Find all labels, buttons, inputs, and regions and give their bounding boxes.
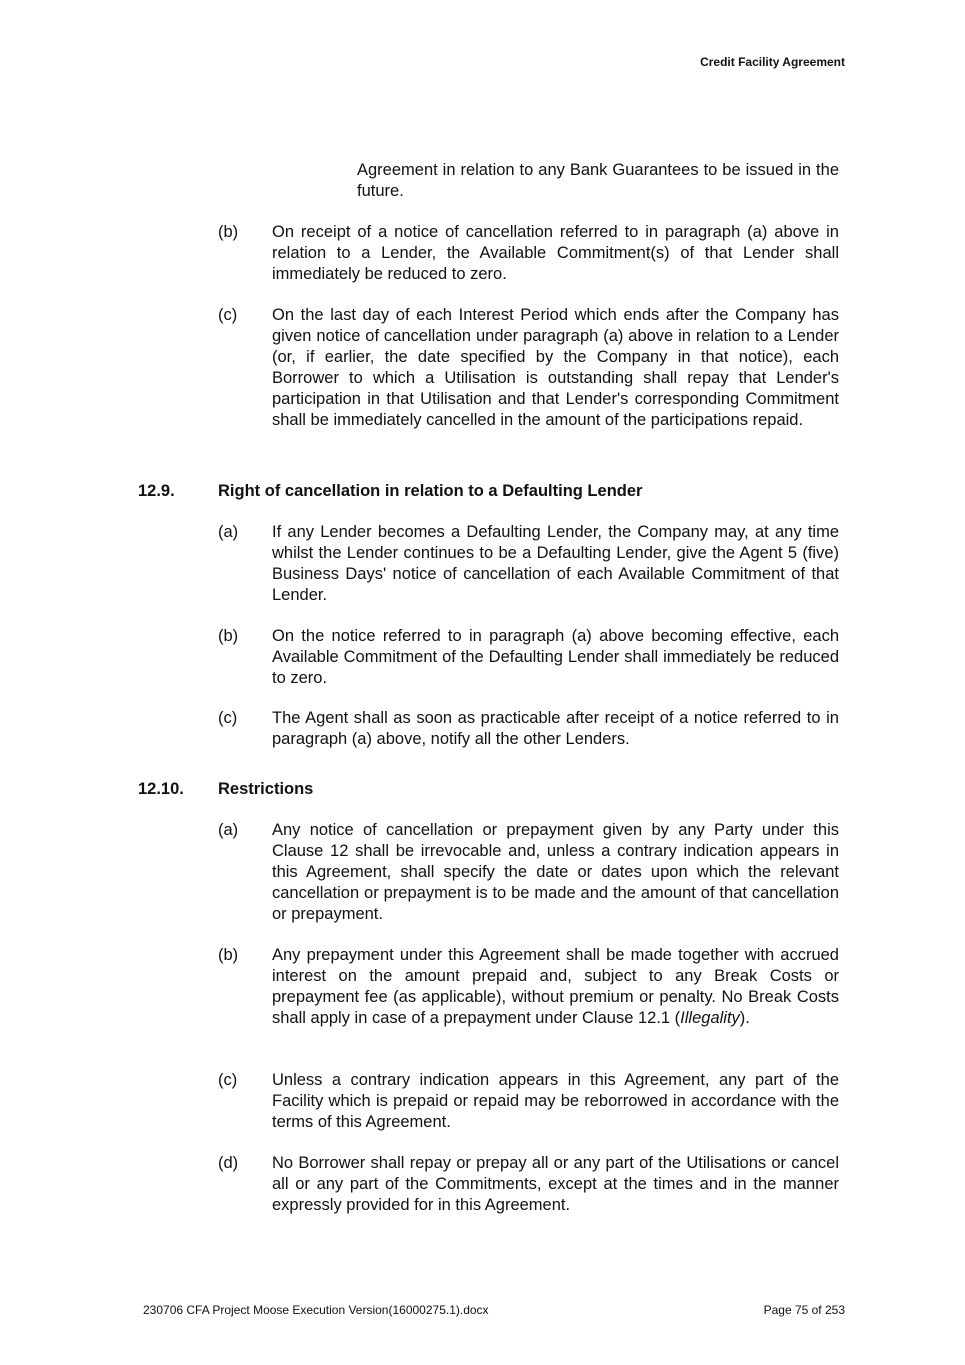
- paragraph-12-10-b: [218, 945, 839, 1029]
- paragraph-12-9-b: [218, 626, 839, 689]
- paragraph-12-10-d: [218, 1153, 839, 1216]
- paragraph-label: (c): [218, 306, 238, 324]
- illegality-italic: Illegality: [680, 1009, 740, 1027]
- running-header: Credit Facility Agreement: [700, 55, 845, 69]
- text-after: ).: [739, 1009, 750, 1027]
- paragraph-text: On the notice referred to in paragraph (a) above becoming effective, each Available Commitment of the Defaulting Lender shall immediately be reduced to zero.: [272, 627, 839, 687]
- section-title: Restrictions: [218, 780, 314, 798]
- paragraph-label: (c): [218, 1071, 238, 1089]
- paragraph-label: (b): [218, 946, 239, 964]
- paragraph-12-10-c: [218, 1070, 839, 1133]
- section-number: 12.9.: [138, 482, 175, 500]
- continuation-text: Agreement in relation to any Bank Guarantees to be issued in the future.: [357, 161, 839, 200]
- paragraph-b-top: [218, 222, 839, 285]
- paragraph-label: (a): [218, 821, 239, 839]
- paragraph-text: On the last day of each Interest Period which ends after the Company has given notice of cancellation under paragraph (a) above in relation to a Lender (or, if earlier, the date specified by the Company in that notice), each Borrower to which a Utilisation is outstanding shall repay that Lender's participation in that Utilisation and that Lender's corresponding Commitment shall be immediately cancelled in the amount of the participations repaid.: [272, 306, 839, 429]
- section-title: Right of cancellation in relation to a Defaulting Lender: [218, 482, 643, 500]
- paragraph-12-9-c: [218, 708, 839, 750]
- paragraph-c-top: [218, 305, 839, 431]
- section-number: 12.10.: [138, 780, 184, 798]
- paragraph-label: (a): [218, 523, 239, 541]
- footer-filename: 230706 CFA Project Moose Execution Version(16000275.1).docx: [143, 1303, 489, 1317]
- paragraph-text: Unless a contrary indication appears in this Agreement, any part of the Facility which is prepaid or repaid may be reborrowed in accordance with the terms of this Agreement.: [272, 1071, 839, 1131]
- paragraph-text: If any Lender becomes a Defaulting Lender, the Company may, at any time whilst the Lender continues to be a Defaulting Lender, give the Agent 5 (five) Business Days' notice of cancellation of each Available Commitment of that Lender.: [272, 523, 839, 604]
- paragraph-label: (b): [218, 223, 239, 241]
- text-before: Any prepayment under this Agreement shall be made together with accrued interest on the amount prepaid and, subject to any Break Costs or prepayment fee (as applicable), without premium or penalty. No Break Costs shall apply in case of a prepayment under Clause 12.1 (: [272, 946, 839, 1027]
- paragraph-12-9-a: [218, 522, 839, 606]
- footer-page-number: Page 75 of 253: [763, 1303, 845, 1317]
- paragraph-text: No Borrower shall repay or prepay all or any part of the Utilisations or cancel all or any part of the Commitments, except at the times and in the manner expressly provided for in this Agreement.: [272, 1154, 839, 1214]
- paragraph-label: (c): [218, 709, 238, 727]
- paragraph-label: (d): [218, 1154, 239, 1172]
- paragraph-label: (b): [218, 627, 239, 645]
- paragraph-text: [272, 945, 839, 1029]
- paragraph-text: The Agent shall as soon as practicable after receipt of a notice referred to in paragraph (a) above, notify all the other Lenders.: [272, 709, 839, 748]
- paragraph-text: On receipt of a notice of cancellation referred to in paragraph (a) above in relation to a Lender, the Available Commitment(s) of that Lender shall immediately be reduced to zero.: [272, 223, 839, 283]
- paragraph-text: Any notice of cancellation or prepayment given by any Party under this Clause 12 shall be irrevocable and, unless a contrary indication appears in this Agreement, shall specify the date or dates upon which the relevant cancellation or prepayment is to be made and the amount of that cancellation or prepayment.: [272, 821, 839, 923]
- paragraph-12-10-a: [218, 820, 839, 925]
